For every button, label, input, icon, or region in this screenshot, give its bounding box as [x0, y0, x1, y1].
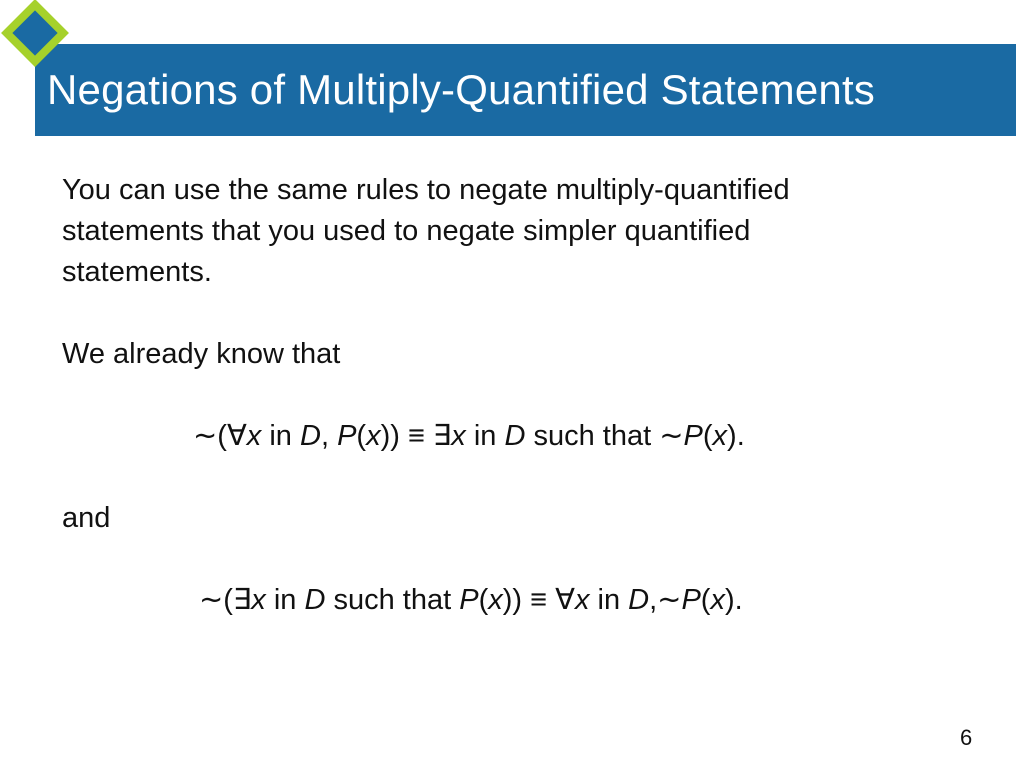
f1-part: )) ≡ ∃: [380, 420, 452, 452]
slide-title: Negations of Multiply-Quantified Statements: [47, 66, 876, 113]
f2-part: such that: [325, 584, 460, 616]
f2-domain: D: [304, 584, 326, 616]
f1-predicate: P: [683, 420, 703, 452]
f1-part: (: [702, 420, 713, 452]
f1-var: x: [451, 420, 466, 452]
f2-domain: D: [628, 584, 650, 616]
f1-domain: D: [299, 420, 321, 452]
f2-part: (: [478, 584, 489, 616]
f1-var: x: [366, 420, 381, 452]
page-number: 6: [960, 725, 973, 750]
f2-var: x: [710, 584, 725, 616]
f2-part: in: [589, 584, 629, 616]
f1-domain: D: [504, 420, 526, 452]
title-bar: [35, 44, 1016, 136]
intro-line-3: statements.: [62, 256, 212, 288]
intro-line-1: You can use the same rules to negate multiply-quantified: [62, 174, 790, 206]
f2-part: )) ≡ ∀: [502, 584, 575, 616]
f1-part: ,: [320, 420, 338, 452]
f2-part: ).: [724, 584, 743, 616]
intro-line-2: statements that you used to negate simpler quantified: [62, 215, 751, 247]
formula-universal-negation: [193, 416, 745, 457]
f1-var: x: [246, 420, 262, 452]
already-know-text: We already know that: [62, 338, 341, 370]
f1-part: ).: [727, 420, 745, 452]
f1-part: such that ∼: [525, 420, 684, 452]
f2-part: in: [265, 584, 305, 616]
f2-part: ∼(∃: [199, 584, 252, 616]
f2-predicate: P: [459, 584, 479, 616]
f1-part: ∼(∀: [193, 420, 247, 452]
formula-existential-negation: [199, 580, 743, 621]
f2-var: x: [251, 584, 266, 616]
intro-paragraph: [62, 170, 790, 293]
and-text: and: [62, 502, 111, 534]
f1-part: in: [465, 420, 505, 452]
f2-var: x: [574, 584, 590, 616]
f2-part: ,∼: [649, 584, 682, 616]
f2-var: x: [488, 584, 503, 616]
f1-part: in: [261, 420, 300, 452]
f2-predicate: P: [681, 584, 701, 616]
f1-part: (: [356, 420, 367, 452]
f1-var: x: [712, 420, 728, 452]
f1-predicate: P: [337, 420, 357, 452]
f2-part: (: [700, 584, 711, 616]
